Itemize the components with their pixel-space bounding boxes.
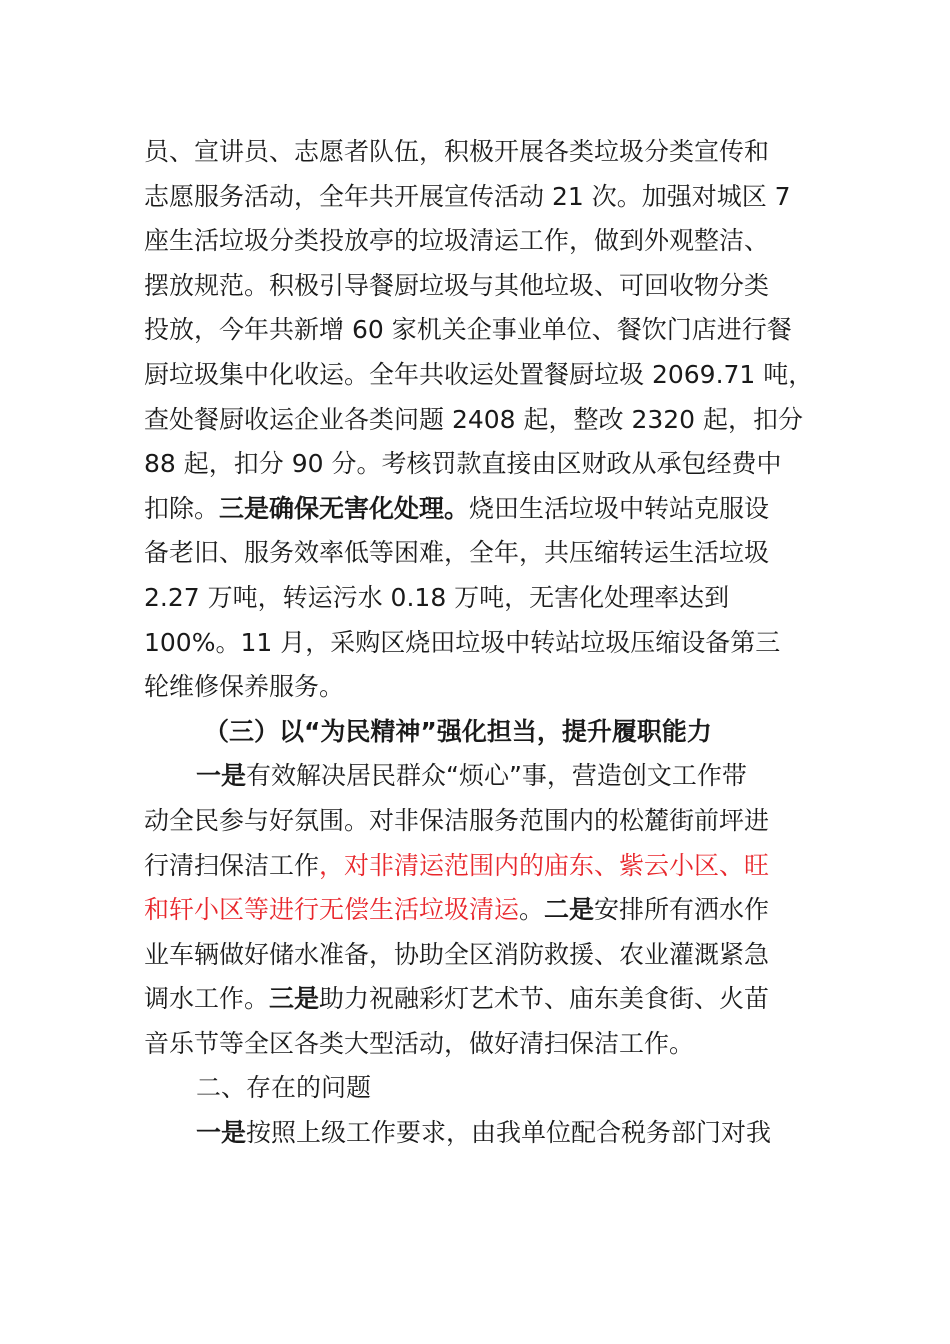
paragraph-service-duty bbox=[144, 754, 834, 1066]
text-run: 员、宣讲员、志愿者队伍，积极开展各类垃圾分类宣传和 bbox=[144, 137, 770, 166]
text-run: 座生活垃圾分类投放亭的垃圾清运工作，做到外观整洁、 bbox=[144, 226, 770, 256]
text-line bbox=[144, 264, 834, 309]
text-line bbox=[144, 754, 834, 799]
text-run: 安排所有洒水作 bbox=[594, 895, 770, 925]
text-line bbox=[144, 933, 834, 978]
text-line bbox=[144, 665, 834, 710]
text-line bbox=[144, 130, 834, 175]
text-line bbox=[144, 175, 834, 220]
text-line bbox=[144, 888, 834, 933]
text-run: 调水工作。 bbox=[144, 984, 270, 1014]
text-line bbox=[144, 977, 834, 1022]
bold-lead-phrase: 三是确保无害化处理。 bbox=[219, 493, 470, 523]
text-run: 摆放规范。积极引导餐厨垃圾与其他垃圾、可回收物分类 bbox=[144, 270, 770, 300]
section-heading: （三）以“为民精神”强化担当，提升履职能力 bbox=[204, 716, 712, 746]
bold-lead-phrase: 一是 bbox=[196, 761, 247, 791]
text-run: 扣除。 bbox=[144, 493, 220, 523]
red-highlight-text: 和轩小区等进行无偿生活垃圾清运 bbox=[144, 895, 520, 925]
text-line bbox=[144, 621, 834, 666]
text-run: 动全民参与好氛围。对非保洁服务范围内的松麓街前坪进 bbox=[144, 805, 770, 835]
text-line bbox=[144, 219, 834, 264]
red-highlight-text: ，对非清运范围内的庙东、紫云小区、旺 bbox=[319, 850, 770, 880]
text-run: 业车辆做好储水准备，协助全区消防救援、农业灌溉紧急 bbox=[144, 939, 770, 969]
bold-lead-phrase: 一是 bbox=[196, 1118, 247, 1148]
text-run: 行清扫保洁工作 bbox=[144, 850, 320, 880]
bold-lead-phrase: 二是 bbox=[544, 895, 595, 925]
text-line bbox=[144, 1022, 834, 1067]
text-run: 100%。11 月，采购区烧田垃圾中转站垃圾压缩设备第三 bbox=[144, 627, 781, 657]
text-run: 投放，今年共新增 60 家机关企事业单位、餐饮门店进行餐 bbox=[144, 315, 792, 345]
text-run: 备老旧、服务效率低等困难，全年，共压缩转运生活垃圾 bbox=[144, 538, 770, 568]
section2-heading: 二、存在的问题 bbox=[196, 1073, 372, 1103]
bold-lead-phrase: 三是 bbox=[269, 984, 320, 1014]
text-run: 。 bbox=[519, 895, 545, 925]
text-run: 有效解决居民群众“烦心”事，营造创文工作带 bbox=[246, 761, 747, 791]
text-line bbox=[144, 308, 834, 353]
text-line bbox=[144, 799, 834, 844]
text-run: 2.27 万吨，转运污水 0.18 万吨，无害化处理率达到 bbox=[144, 582, 730, 612]
document-body bbox=[144, 130, 834, 1156]
text-run: 按照上级工作要求，由我单位配合税务部门对我 bbox=[246, 1118, 772, 1148]
paragraph-waste-sorting bbox=[144, 130, 834, 710]
text-run: 轮维修保养服务。 bbox=[144, 672, 345, 702]
text-run: 志愿服务活动，全年共开展宣传活动 21 次。加强对城区 7 bbox=[144, 181, 791, 211]
text-run: 查处餐厨收运企业各类问题 2408 起，整改 2320 起，扣分 bbox=[144, 404, 804, 434]
text-run: 烧田生活垃圾中转站克服设 bbox=[469, 493, 770, 523]
text-run: 助力祝融彩灯艺术节、庙东美食街、火苗 bbox=[319, 984, 770, 1014]
paragraph-problems bbox=[144, 1111, 834, 1156]
text-line bbox=[144, 353, 834, 398]
text-line bbox=[144, 531, 834, 576]
text-line bbox=[144, 442, 834, 487]
text-line bbox=[144, 398, 834, 443]
text-line bbox=[144, 487, 834, 532]
text-line bbox=[144, 844, 834, 889]
text-run: 88 起，扣分 90 分。考核罚款直接由区财政从承包经费中 bbox=[144, 449, 782, 479]
text-line bbox=[144, 576, 834, 621]
text-run: 音乐节等全区各类大型活动，做好清扫保洁工作。 bbox=[144, 1028, 695, 1058]
text-line bbox=[144, 1111, 834, 1156]
text-run: 厨垃圾集中化收运。全年共收运处置餐厨垃圾 2069.71 吨， bbox=[144, 359, 814, 389]
